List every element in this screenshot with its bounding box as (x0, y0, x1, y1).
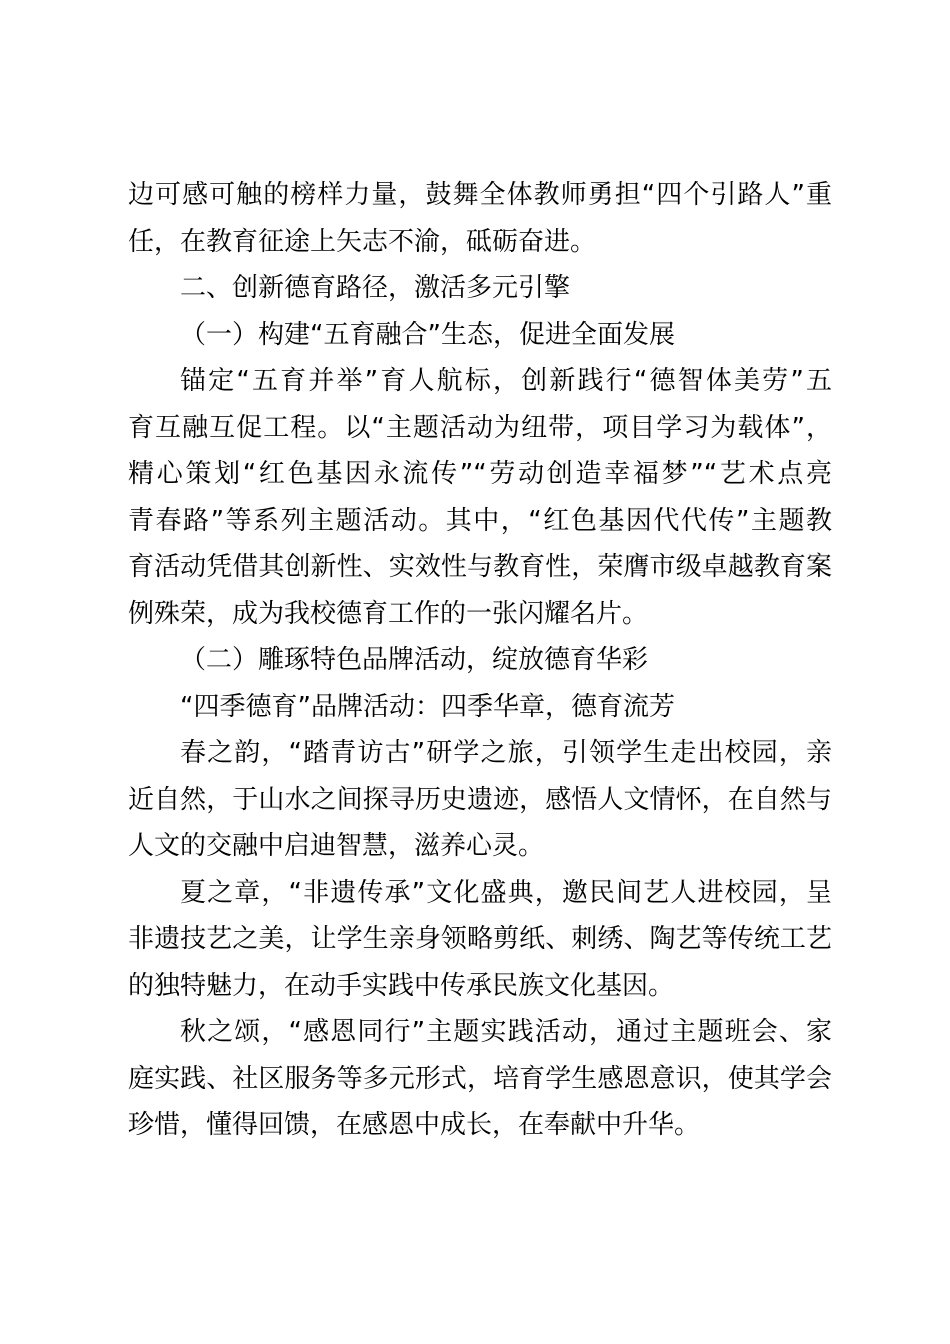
subsection-heading: （二）雕琢特色品牌活动，绽放德育华彩 (180, 645, 649, 675)
paragraph-heading: “四季德育”品牌活动：四季华章，德育流芳 (180, 691, 675, 722)
document-body (128, 172, 832, 1149)
text-line: 人文的交融中启迪智慧，滋养心灵。 (128, 831, 545, 861)
text-line: 青春路”等系列主题活动。其中，“红色基因代代传”主题教 (128, 505, 832, 536)
text-line: 非遗技艺之美，让学生亲身领略剪纸、刺绣、陶艺等传统工艺 (128, 924, 832, 954)
text-line: 夏之章，“非遗传承”文化盛典，邀民间艺人进校园，呈 (180, 877, 832, 908)
section-heading: 二、创新德育路径，激活多元引擎 (180, 273, 571, 303)
text-line: 育活动凭借其创新性、实效性与教育性，荣膺市级卓越教育案 (128, 552, 832, 582)
text-line: 春之韵，“踏青访古”研学之旅，引领学生走出校园，亲 (180, 738, 832, 768)
text-line: 秋之颂，“感恩同行”主题实践活动，通过主题班会、家 (180, 1017, 832, 1047)
text-line: 珍惜，懂得回馈，在感恩中成长，在奉献中升华。 (128, 1110, 701, 1140)
text-line: 任，在教育征途上矢志不渝，砥砺奋进。 (128, 226, 597, 257)
subsection-heading: （一）构建“五育融合”生态，促进全面发展 (180, 319, 675, 350)
text-line: 精心策划“红色基因永流传”“劳动创造幸福梦”“艺术点亮 (128, 459, 832, 489)
text-line: 育互融互促工程。以“主题活动为纽带，项目学习为载体”， (128, 412, 832, 443)
text-line: 的独特魅力，在动手实践中传承民族文化基因。 (128, 970, 675, 1001)
text-line: 锚定“五育并举”育人航标，创新践行“德智体美劳”五 (180, 366, 832, 396)
text-line: 边可感可触的榜样力量，鼓舞全体教师勇担“四个引路人”重 (128, 180, 832, 210)
text-line: 庭实践、社区服务等多元形式，培育学生感恩意识，使其学会 (128, 1063, 832, 1094)
text-line: 例殊荣，成为我校德育工作的一张闪耀名片。 (128, 598, 649, 629)
text-line: 近自然，于山水之间探寻历史遗迹，感悟人文情怀，在自然与 (128, 784, 832, 815)
